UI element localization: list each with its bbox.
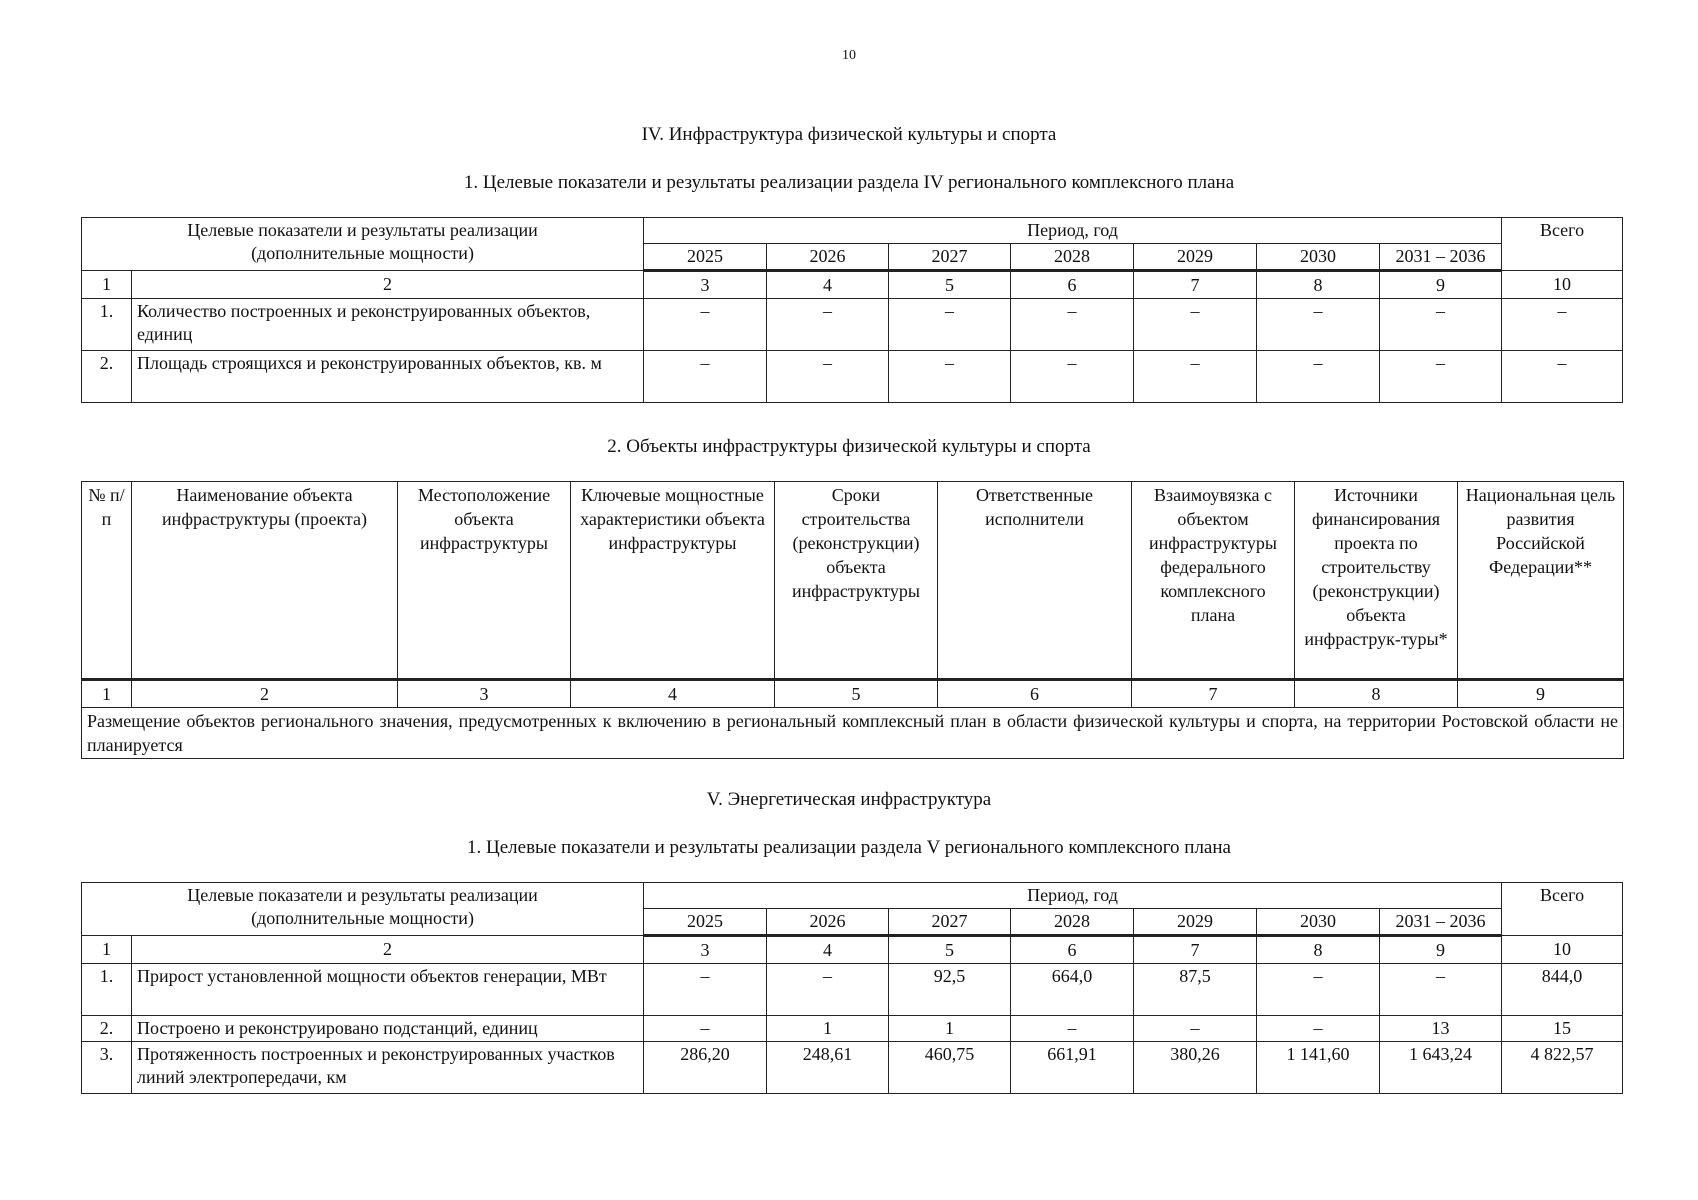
cell-value: –: [1380, 299, 1502, 351]
year-header: 2027: [889, 909, 1011, 936]
cell-value: –: [1011, 351, 1134, 403]
cell-value: –: [1380, 351, 1502, 403]
year-header: 2026: [767, 909, 889, 936]
col-number: 8: [1257, 271, 1380, 299]
col-number: 5: [775, 680, 938, 708]
cell-value: –: [1257, 1016, 1380, 1042]
section-4-subtitle-2: 2. Объекты инфраструктуры физической культуры и спорта: [607, 436, 1091, 457]
col-number: 2: [132, 680, 398, 708]
cell-value: –: [644, 1016, 767, 1042]
header-location: Местоположение объекта инфраструктуры: [398, 482, 571, 680]
cell-total: 844,0: [1502, 964, 1623, 1016]
header-national-goal: Национальная цель развития Российской Федерации**: [1458, 482, 1624, 680]
cell-value: 1 141,60: [1257, 1042, 1380, 1094]
header-period: Период, год: [644, 883, 1502, 909]
row-name: Количество построенных и реконструированных объектов, единиц: [132, 299, 644, 351]
col-number: 8: [1295, 680, 1458, 708]
col-number: 4: [767, 271, 889, 299]
col-number: 4: [767, 936, 889, 964]
col-number: 1: [82, 936, 132, 964]
cell-value: –: [644, 299, 767, 351]
header-financing: Источники финансирования проекта по строительству (реконструкции) объекта инфраструк-туры*: [1295, 482, 1458, 680]
cell-value: 13: [1380, 1016, 1502, 1042]
cell-value: 664,0: [1011, 964, 1134, 1016]
cell-value: –: [1257, 351, 1380, 403]
row-name: Площадь строящихся и реконструированных объектов, кв. м: [132, 351, 644, 403]
cell-value: –: [767, 299, 889, 351]
targets-table-sport: [81, 217, 1623, 403]
cell-value: 380,26: [1134, 1042, 1257, 1094]
cell-value: –: [1257, 964, 1380, 1016]
col-number: 10: [1502, 936, 1623, 964]
col-number: 7: [1134, 936, 1257, 964]
year-header: 2027: [889, 244, 1011, 271]
header-federal-link: Взаимоувязка с объектом инфраструктуры федерального комплексного плана: [1132, 482, 1295, 680]
year-header: 2030: [1257, 244, 1380, 271]
row-name: Протяженность построенных и реконструированных участков линий электропередачи, км: [132, 1042, 644, 1094]
col-number: 2: [132, 936, 644, 964]
cell-value: 1: [889, 1016, 1011, 1042]
cell-value: –: [1380, 964, 1502, 1016]
year-header: 2028: [1011, 244, 1134, 271]
cell-value: –: [644, 964, 767, 1016]
cell-value: –: [767, 351, 889, 403]
col-number: 6: [1011, 271, 1134, 299]
col-number: 3: [644, 271, 767, 299]
cell-value: 661,91: [1011, 1042, 1134, 1094]
col-number: 8: [1257, 936, 1380, 964]
year-header: 2031 – 2036: [1380, 909, 1502, 936]
col-number: 7: [1132, 680, 1295, 708]
cell-value: 460,75: [889, 1042, 1011, 1094]
year-header: 2025: [644, 909, 767, 936]
header-indicator: Целевые показатели и результаты реализации (дополнительные мощности): [82, 218, 644, 271]
cell-value: 248,61: [767, 1042, 889, 1094]
cell-value: –: [889, 299, 1011, 351]
header-responsible: Ответственные исполнители: [938, 482, 1132, 680]
row-number: 2.: [82, 351, 132, 403]
col-number: 9: [1458, 680, 1624, 708]
cell-value: 1: [767, 1016, 889, 1042]
year-header: 2029: [1134, 244, 1257, 271]
col-number: 5: [889, 271, 1011, 299]
cell-value: –: [1134, 299, 1257, 351]
column-numbers-row: [82, 936, 1623, 964]
page-number: 10: [842, 48, 856, 63]
col-number: 3: [398, 680, 571, 708]
cell-value: 286,20: [644, 1042, 767, 1094]
header-number: № п/п: [82, 482, 132, 680]
cell-value: 87,5: [1134, 964, 1257, 1016]
section-5-subtitle-1: 1. Целевые показатели и результаты реализации раздела V регионального комплексного плана: [467, 837, 1231, 858]
table-row: [82, 964, 1623, 1016]
year-header: 2029: [1134, 909, 1257, 936]
col-number: 4: [571, 680, 775, 708]
col-number: 10: [1502, 271, 1623, 299]
header-total: Всего: [1502, 218, 1623, 271]
cell-total: 15: [1502, 1016, 1623, 1042]
year-header: 2025: [644, 244, 767, 271]
header-period: Период, год: [644, 218, 1502, 244]
targets-table-energy: [81, 882, 1623, 1094]
cell-value: –: [767, 964, 889, 1016]
table-row: [82, 1016, 1623, 1042]
table-row: [82, 1042, 1623, 1094]
header-key-capacity: Ключевые мощностные характеристики объекта инфраструктуры: [571, 482, 775, 680]
row-number: 1.: [82, 299, 132, 351]
header-indicator: Целевые показатели и результаты реализации (дополнительные мощности): [82, 883, 644, 936]
table-row: [82, 351, 1623, 403]
section-5-title: V. Энергетическая инфраструктура: [706, 789, 992, 810]
no-objects-note: Размещение объектов регионального значения, предусмотренных к включению в региональный комплексный план в области физической культуры и спорта, на территории Ростовской области не планируется: [82, 708, 1624, 759]
row-number: 2.: [82, 1016, 132, 1042]
col-number: 9: [1380, 936, 1502, 964]
cell-value: –: [1257, 299, 1380, 351]
cell-value: 1 643,24: [1380, 1042, 1502, 1094]
header-construction-terms: Сроки строительства (реконструкции) объекта инфраструктуры: [775, 482, 938, 680]
col-number: 1: [82, 680, 132, 708]
table-row: [82, 299, 1623, 351]
section-4-subtitle-1: 1. Целевые показатели и результаты реализации раздела IV регионального комплексного плана: [463, 172, 1235, 193]
year-header: 2028: [1011, 909, 1134, 936]
cell-value: –: [1134, 1016, 1257, 1042]
col-number: 1: [82, 271, 132, 299]
cell-total: –: [1502, 351, 1623, 403]
column-numbers-row: [82, 271, 1623, 299]
col-number: 6: [938, 680, 1132, 708]
section-4-title: IV. Инфраструктура физической культуры и спорта: [641, 124, 1057, 145]
row-name: Прирост установленной мощности объектов генерации, МВт: [132, 964, 644, 1016]
objects-table-sport: [81, 481, 1624, 759]
header-object-name: Наименование объекта инфраструктуры (проекта): [132, 482, 398, 680]
cell-value: –: [644, 351, 767, 403]
table-row: [82, 708, 1624, 759]
column-numbers-row: [82, 680, 1624, 708]
cell-value: –: [1134, 351, 1257, 403]
year-header: 2026: [767, 244, 889, 271]
cell-total: 4 822,57: [1502, 1042, 1623, 1094]
header-total: Всего: [1502, 883, 1623, 936]
row-number: 3.: [82, 1042, 132, 1094]
col-number: 2: [132, 271, 644, 299]
cell-total: –: [1502, 299, 1623, 351]
col-number: 6: [1011, 936, 1134, 964]
col-number: 9: [1380, 271, 1502, 299]
col-number: 7: [1134, 271, 1257, 299]
year-header: 2030: [1257, 909, 1380, 936]
col-number: 3: [644, 936, 767, 964]
cell-value: 92,5: [889, 964, 1011, 1016]
cell-value: –: [889, 351, 1011, 403]
row-name: Построено и реконструировано подстанций, единиц: [132, 1016, 644, 1042]
cell-value: –: [1011, 1016, 1134, 1042]
year-header: 2031 – 2036: [1380, 244, 1502, 271]
col-number: 5: [889, 936, 1011, 964]
row-number: 1.: [82, 964, 132, 1016]
cell-value: –: [1011, 299, 1134, 351]
